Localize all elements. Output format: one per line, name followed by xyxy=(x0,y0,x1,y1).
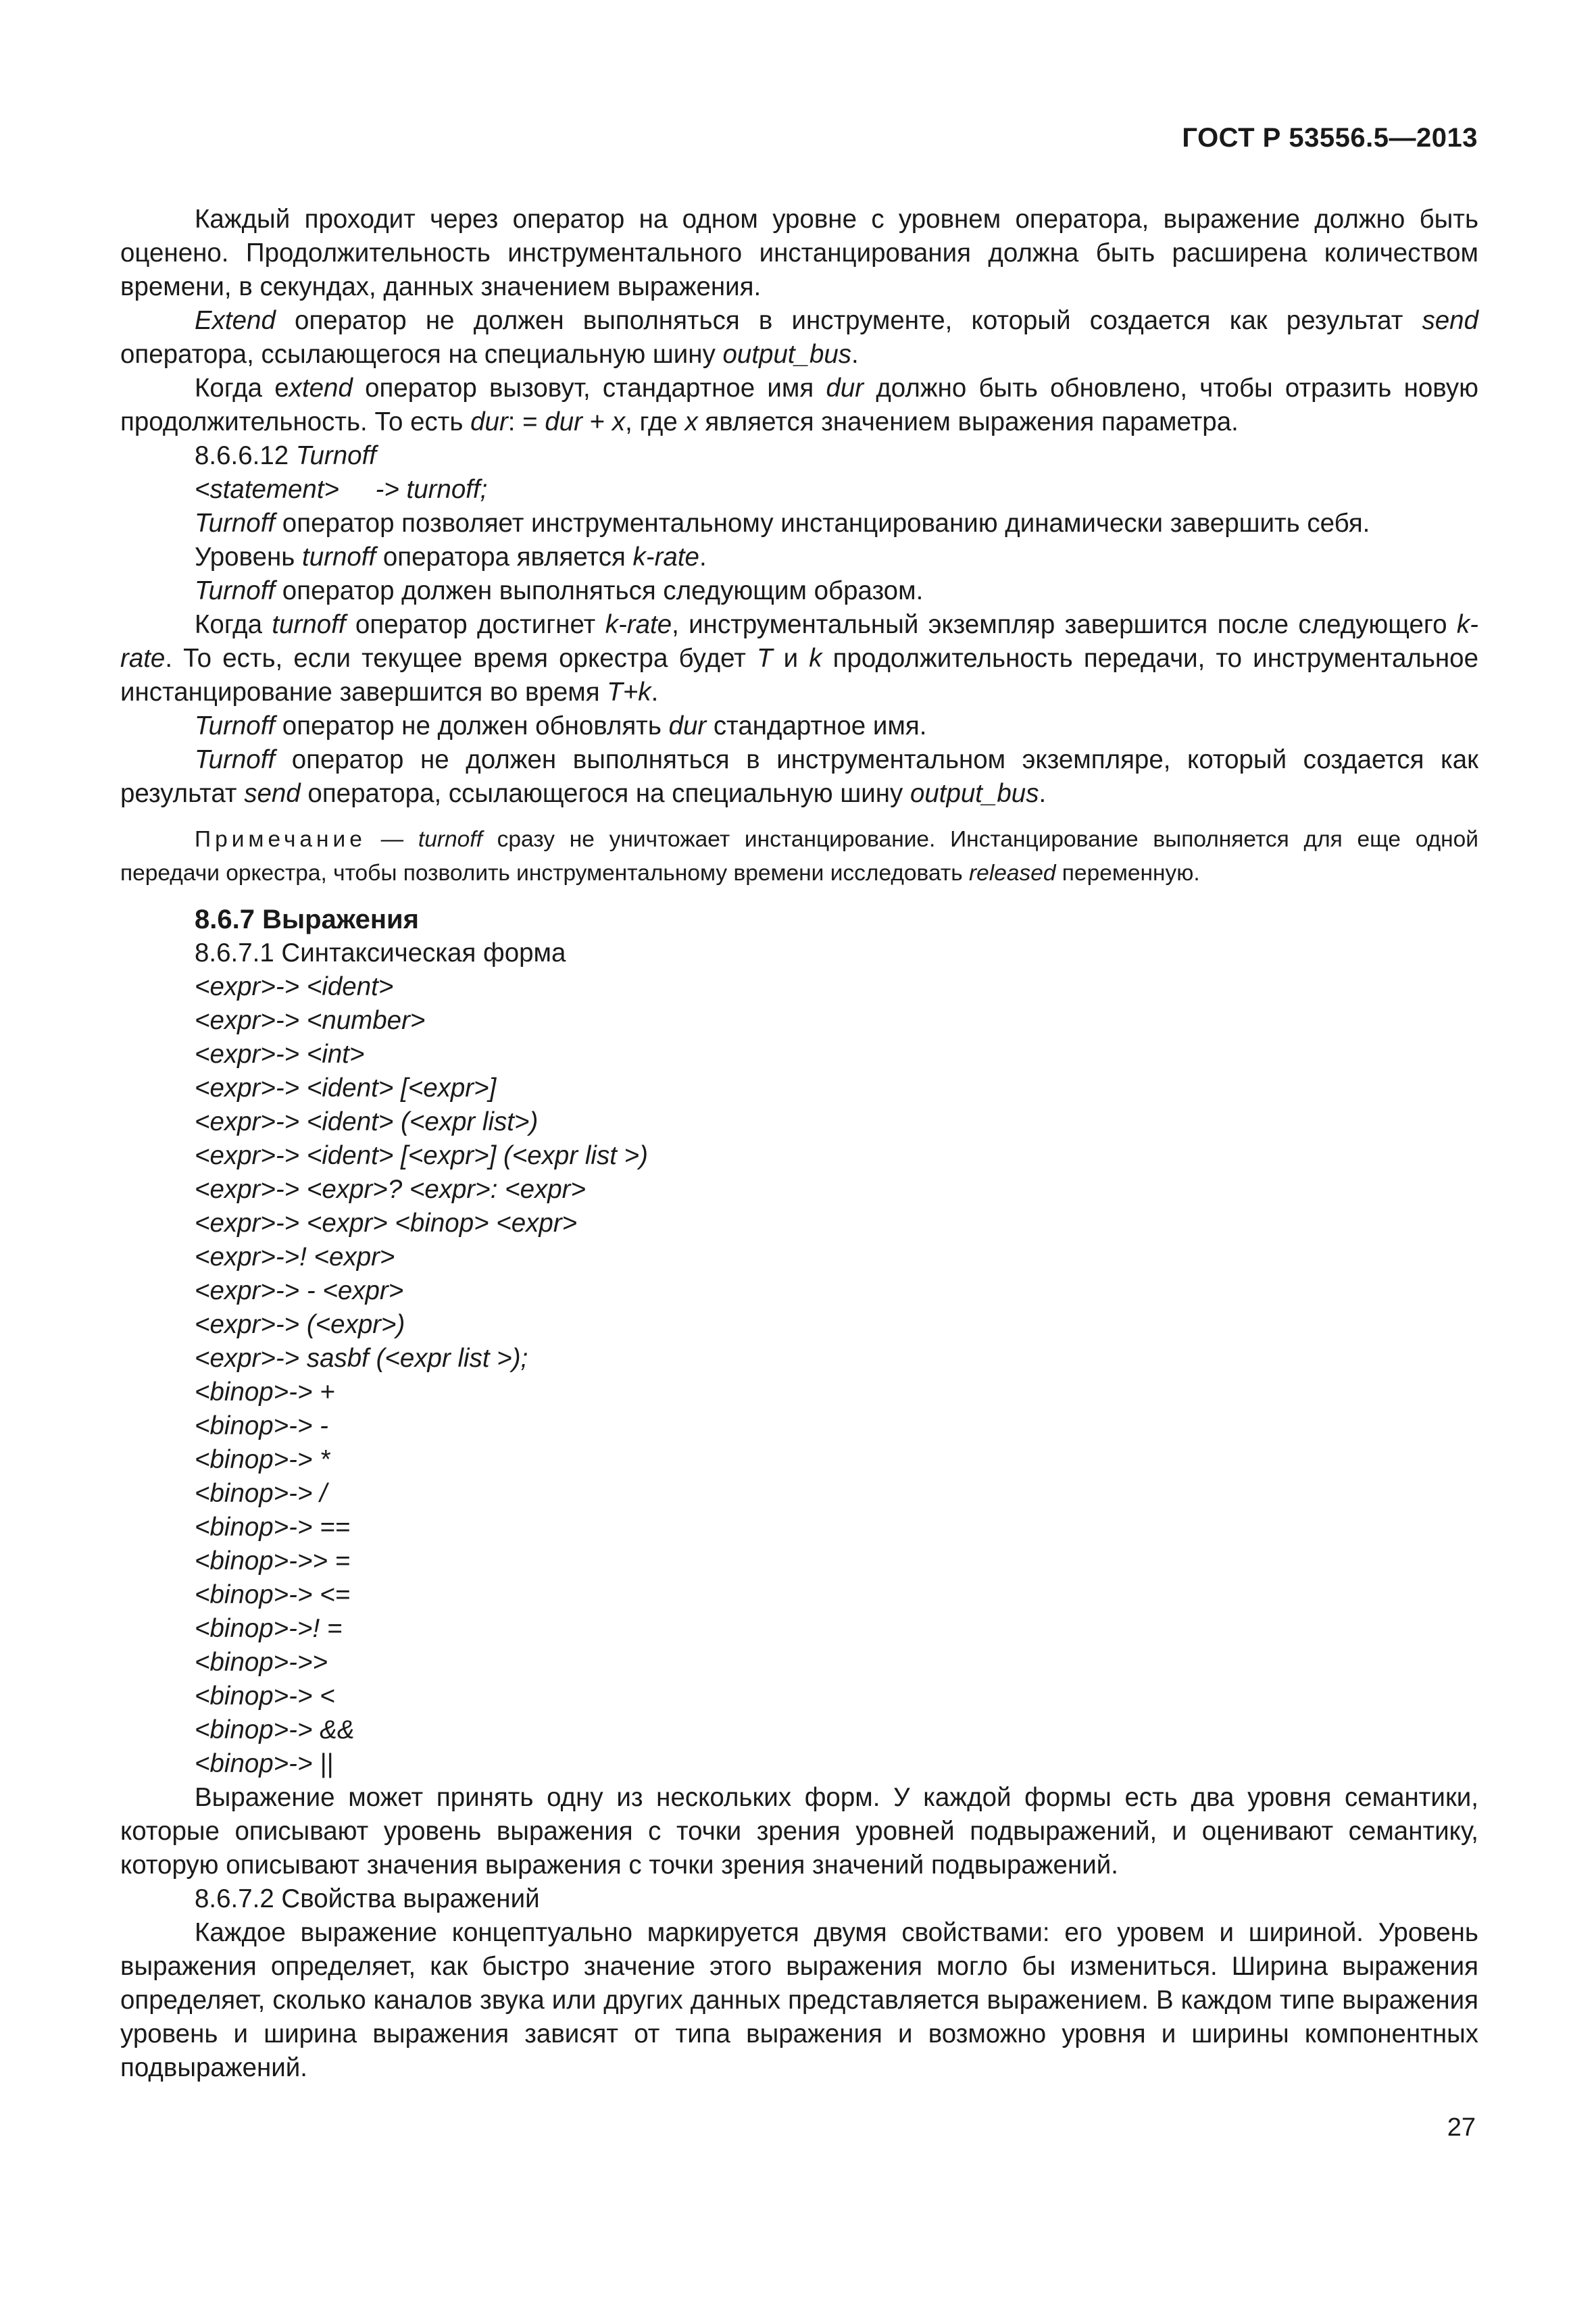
term: turnoff xyxy=(272,610,346,639)
text-run: оператор вызовут, стандартное имя xyxy=(352,374,826,403)
term: k-rate xyxy=(120,610,1478,673)
text-run: оператора, ссылающегося на специальную шину xyxy=(120,340,723,369)
text-run: оператор должен выполняться следующим образом. xyxy=(275,576,924,605)
term: k-rate xyxy=(605,610,672,639)
grammar-rule: <binop>-> + xyxy=(195,1378,335,1407)
text-run: . xyxy=(1039,779,1047,808)
term: dur xyxy=(470,407,508,436)
term: Turnoff xyxy=(195,509,276,538)
text-run: оператор позволяет инструментальному инстанцированию динамически завершить себя. xyxy=(275,509,1370,538)
paragraph xyxy=(120,574,1478,608)
text-run: продолжительность передачи, то инструментальное инстанцирование завершится во время xyxy=(120,644,1478,707)
note xyxy=(120,823,1478,890)
section-heading: 8.6.7 Выражения xyxy=(195,905,419,934)
body-text xyxy=(120,203,1478,2085)
term: T+k xyxy=(607,678,651,707)
term: Turnoff xyxy=(295,441,376,470)
text-run: Когда xyxy=(195,610,272,639)
text-run: оператор достигнет xyxy=(345,610,605,639)
grammar-rule: <expr>-> <ident> (<expr list>) xyxy=(195,1107,539,1136)
text-run: оператора является xyxy=(376,543,633,572)
text-run: оператор не должен выполняться в инструменте, который создается как результат xyxy=(275,306,1422,335)
grammar-rule: <binop>-> <= xyxy=(195,1580,351,1609)
text-run: стандартное имя. xyxy=(706,711,927,740)
term: turnoff xyxy=(418,827,482,852)
grammar-rule: <binop>-> * xyxy=(195,1445,330,1474)
text-run: должно быть обновлено, чтобы отразить новую продолжительность. То есть xyxy=(120,374,1478,436)
paragraph: Каждое выражение концептуально маркируется двумя свойствами: его уровем и шириной. Уровень выражения определяет, как быстро значение этого выражения могло бы измениться. Ширина выражения определяет, сколько каналов звука или других данных представляется выражением. В каждом типе выражения уровень и ширина выражения зависят от типа выражения и возможно уровня и ширины компонентных подвыражений. xyxy=(120,1918,1478,2082)
term: Turnoff xyxy=(195,711,276,740)
term: Turnoff xyxy=(195,745,276,774)
subsection-title xyxy=(120,439,1478,473)
text-run: и xyxy=(772,644,809,673)
text-run: : = xyxy=(507,407,545,436)
term: T xyxy=(757,644,773,673)
term: k-rate xyxy=(632,543,699,572)
term: output_bus xyxy=(909,779,1039,808)
paragraph: Выражение может принять одну из нескольких форм. У каждой формы есть два уровня семантики, которые описывают уровень выражения с точки зрения уровней подвыражений, и оценивают семантику, которую описывают значения выражения с точки зрения значений подвыражений. xyxy=(120,1783,1478,1880)
paragraph xyxy=(120,743,1478,811)
term: released xyxy=(968,861,1056,886)
term: dur xyxy=(545,407,583,436)
grammar-rule: <binop>-> && xyxy=(195,1715,355,1744)
grammar-rule: <expr>-> <expr>? <expr>: <expr> xyxy=(195,1175,586,1204)
grammar-rule: <expr>-> sasbf (<expr list >); xyxy=(195,1344,528,1373)
text-run: Когда e xyxy=(195,374,289,403)
paragraph xyxy=(120,507,1478,540)
text-run: является значением выражения параметра. xyxy=(697,407,1239,436)
paragraph xyxy=(120,372,1478,439)
grammar-rules xyxy=(120,970,1478,1781)
text-run: — xyxy=(366,827,418,852)
text-run: , где xyxy=(625,407,685,436)
paragraph xyxy=(120,540,1478,574)
note-label: Примечание xyxy=(195,827,366,852)
paragraph xyxy=(120,304,1478,372)
grammar-rule: <binop>-> / xyxy=(195,1479,327,1508)
grammar-rule: <expr>-> <ident> [<expr>] xyxy=(195,1074,497,1103)
term: Turnoff xyxy=(195,576,276,605)
grammar-rule: <expr>-> <ident> xyxy=(195,972,394,1001)
term: send xyxy=(244,779,301,808)
paragraph xyxy=(120,608,1478,709)
term: send xyxy=(1422,306,1478,335)
text-run: оператора, ссылающегося на специальную шину xyxy=(300,779,910,808)
text-run: . То есть, если текущее время оркестра будет xyxy=(165,644,757,673)
grammar-rule: <expr>-> - <expr> xyxy=(195,1276,404,1305)
grammar-rule: <binop>->> xyxy=(195,1648,328,1677)
grammar-rule: <expr>-> (<expr>) xyxy=(195,1310,405,1339)
term: dur xyxy=(826,374,864,403)
text-run: оператор не должен обновлять xyxy=(275,711,669,740)
grammar-rule: <expr>-> <number> xyxy=(195,1006,426,1035)
grammar-rule: <expr>->! <expr> xyxy=(195,1242,395,1272)
term: Extend xyxy=(195,306,276,335)
text-run: сразу не уничтожает инстанцирование. Инстанцирование выполняется для еще одной передачи оркестра, чтобы позволить инструментальному времени исследовать xyxy=(120,827,1478,886)
text-run: , инструментальный экземпляр завершится после следующего xyxy=(672,610,1457,639)
term: output_bus xyxy=(722,340,852,369)
text-run: оператор не должен выполняться в инструментальном экземпляре, который создается как результат xyxy=(120,745,1478,808)
text-run: . xyxy=(699,543,707,572)
term: dur xyxy=(668,711,707,740)
text-run: . xyxy=(651,678,659,707)
grammar-rule: <binop>-> || xyxy=(195,1749,334,1778)
text-run: переменную. xyxy=(1055,861,1200,886)
grammar-rule: <expr>-> <ident> [<expr>] (<expr list >) xyxy=(195,1141,648,1170)
subsection-title: 8.6.7.1 Синтаксическая форма xyxy=(195,938,566,967)
grammar-rule: <expr>-> <expr> <binop> <expr> xyxy=(195,1209,578,1238)
term: turnoff xyxy=(302,543,376,572)
term: k xyxy=(809,644,822,673)
grammar-rule: <binop>->> = xyxy=(195,1546,351,1576)
document-id-header: ГОСТ Р 53556.5—2013 xyxy=(1182,123,1478,153)
paragraph: Каждый проходит через оператор на одном уровне с уровнем оператора, выражение должно быть оценено. Продолжительность инструментального инстанцирования должна быть расширена количеством времени, в секундах, данных значением выражения. xyxy=(120,205,1478,301)
text-run: Уровень xyxy=(195,543,303,572)
term: x xyxy=(612,407,626,436)
text-run: . xyxy=(851,340,859,369)
syntax-line: <statement> -> turnoff; xyxy=(195,475,488,504)
page-number: 27 xyxy=(1447,2113,1476,2142)
text-run: 8.6.6.12 xyxy=(195,441,296,470)
term: xtend xyxy=(289,374,353,403)
grammar-rule: <binop>-> < xyxy=(195,1682,335,1711)
grammar-rule: <expr>-> <int> xyxy=(195,1040,365,1069)
grammar-rule: <binop>-> - xyxy=(195,1411,328,1440)
subsection-title: 8.6.7.2 Свойства выражений xyxy=(195,1884,540,1913)
grammar-rule: <binop>->! = xyxy=(195,1614,343,1643)
grammar-rule: <binop>-> == xyxy=(195,1513,351,1542)
paragraph xyxy=(120,709,1478,743)
text-run: + xyxy=(582,407,612,436)
term: x xyxy=(684,407,698,436)
